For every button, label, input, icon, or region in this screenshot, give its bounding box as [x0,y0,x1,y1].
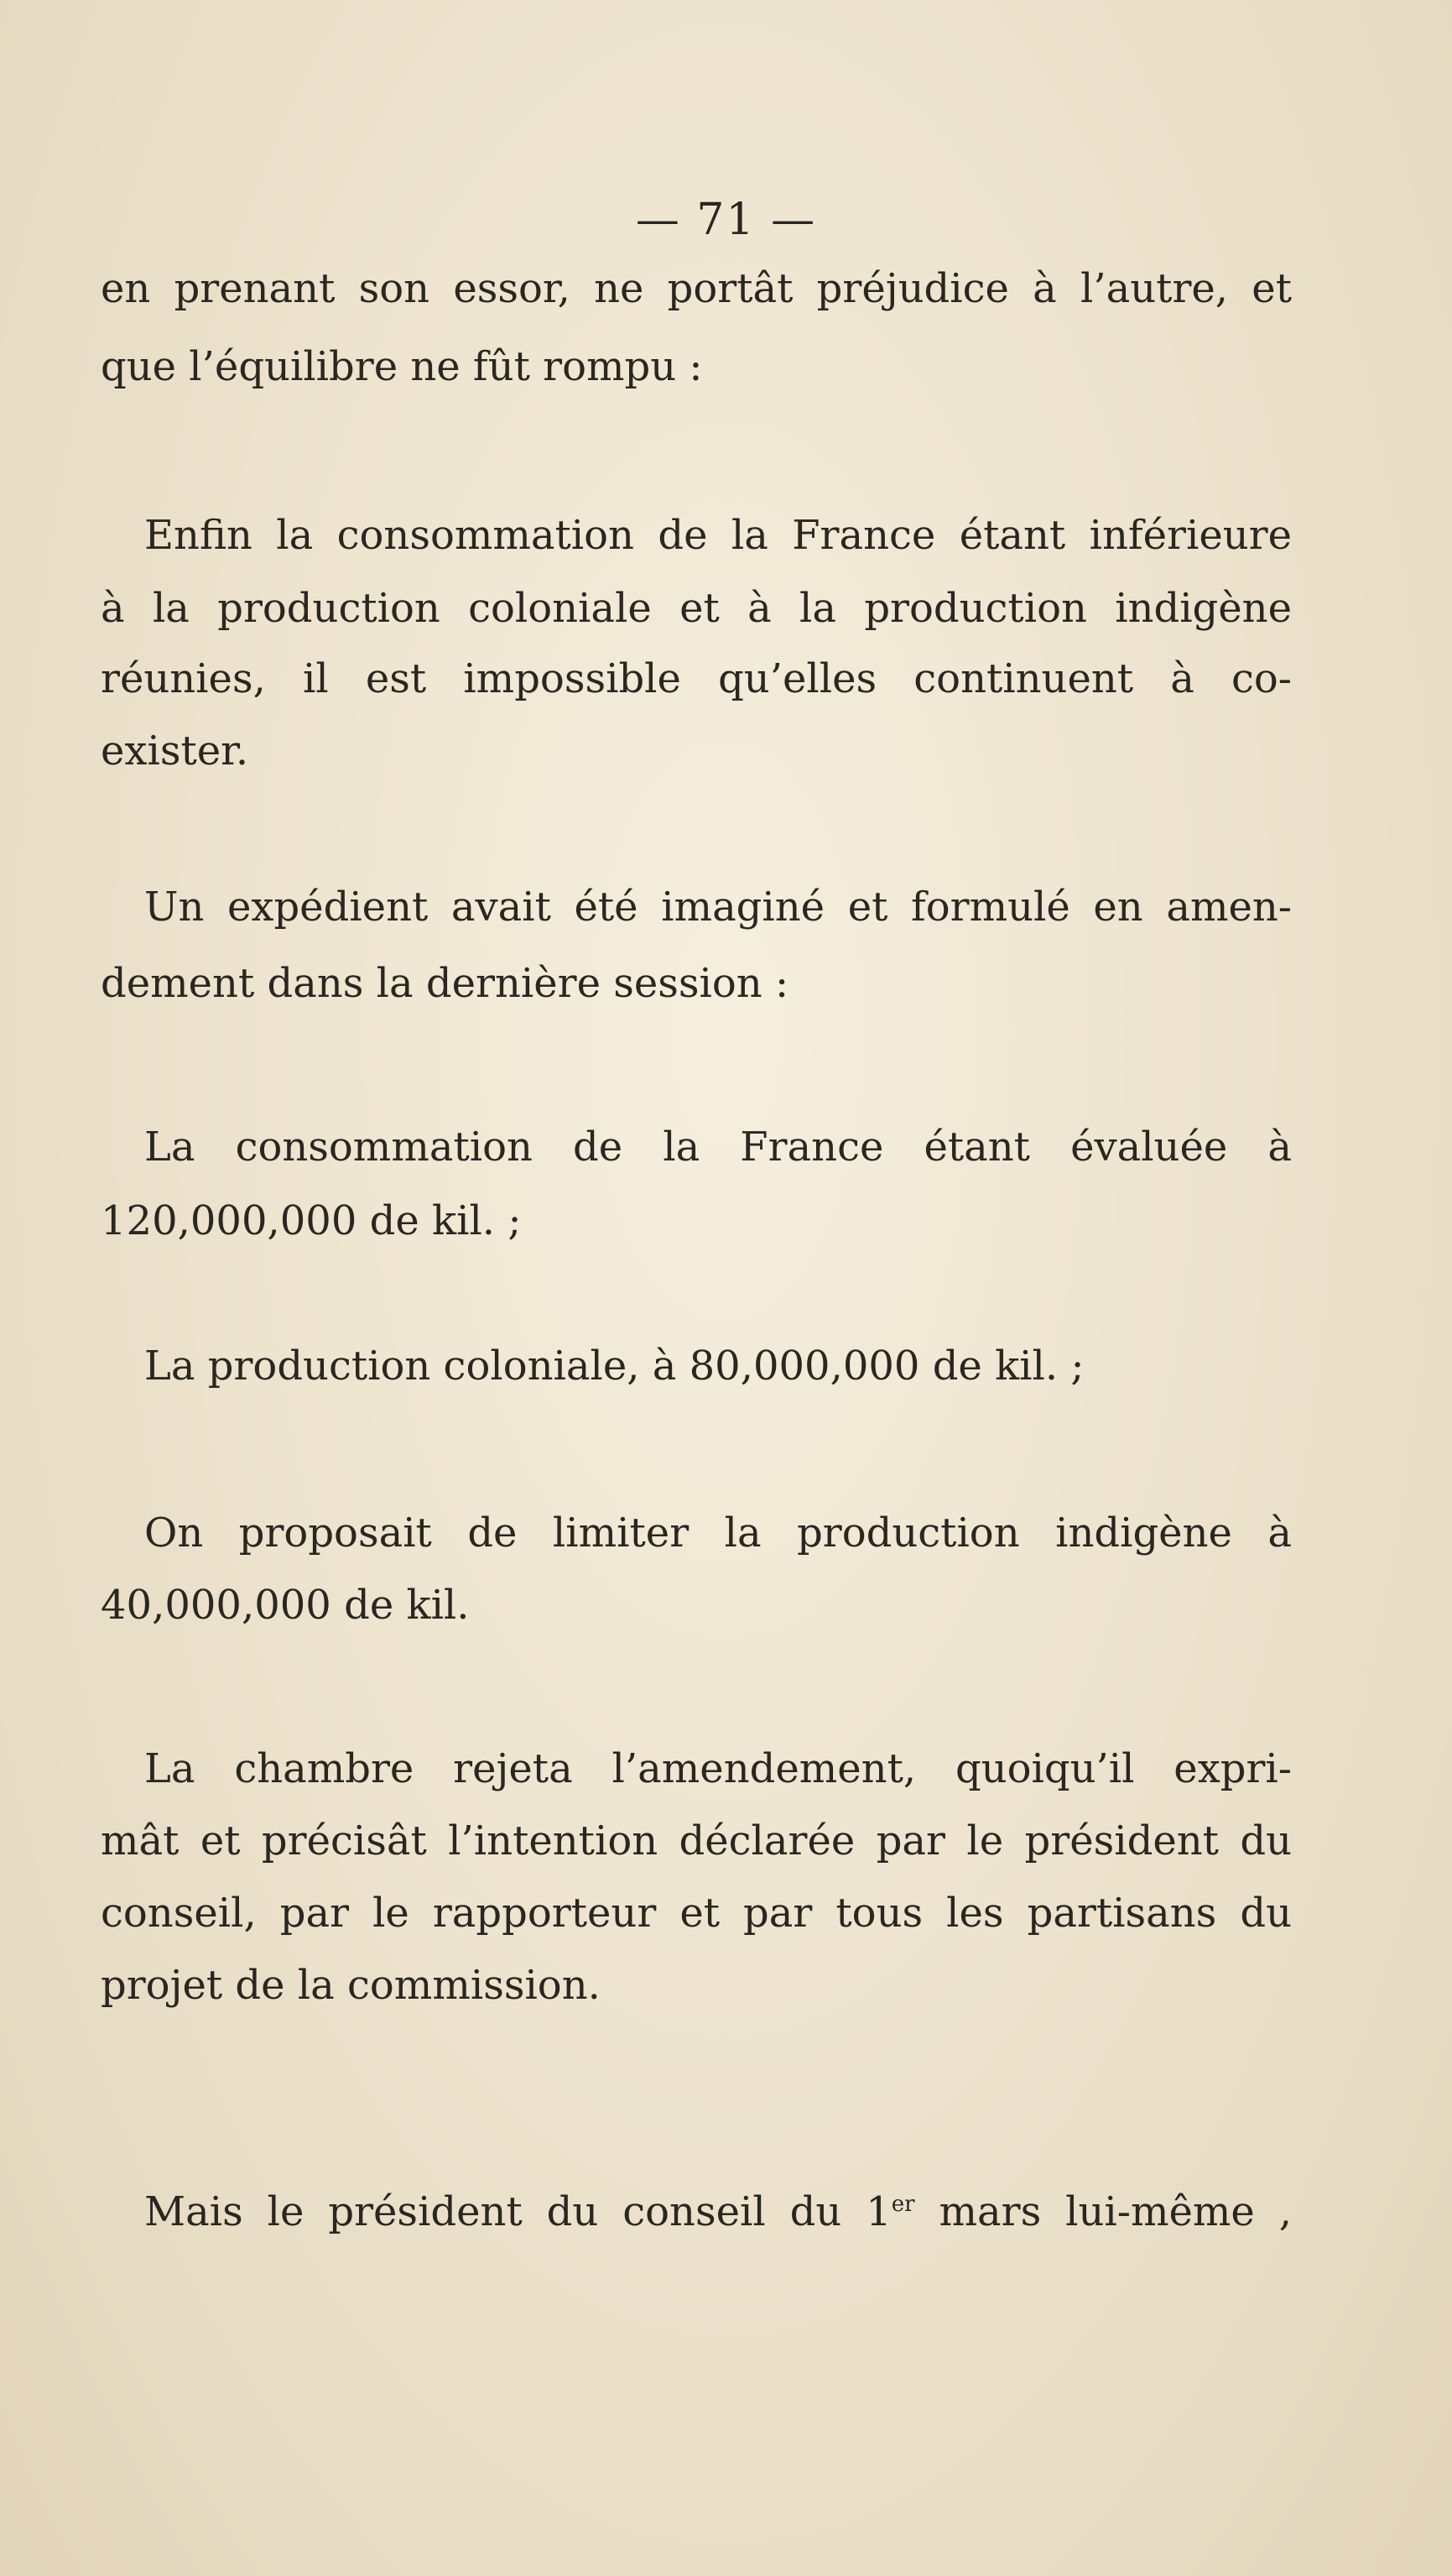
text-line: Un expédient avait été imaginé et formulé en amen- [144,884,1292,931]
text-line: dement dans la dernière session : [101,960,789,1007]
text-line [144,2188,1292,2235]
text-line: projet de la commission. [101,1962,601,2009]
text-line: La production coloniale, à 80,000,000 de kil. ; [144,1343,1085,1390]
superscript: er [891,2192,915,2217]
text-line: 120,000,000 de kil. ; [101,1197,522,1244]
text-line: mât et précisât l’intention déclarée par le président du [101,1817,1292,1864]
text-line: en prenant son essor, ne portât préjudice à l’autre, et [101,265,1292,312]
text-line: La consommation de la France étant évaluée à [144,1124,1292,1171]
page-number: — 71 — [635,195,817,245]
text-fragment: mars lui-même , [939,2188,1292,2235]
text-line: exister. [101,727,249,774]
text-line: à la production coloniale et à la production indigène [101,585,1292,632]
text-line: réunies, il est impossible qu’elles continuent à co- [101,655,1292,702]
text-line: que l’équilibre ne fût rompu : [101,343,703,390]
text-line: La chambre rejeta l’amendement, quoiqu’il expri- [144,1745,1292,1792]
text-line: conseil, par le rapporteur et par tous les partisans du [101,1890,1292,1937]
text-fragment: Mais le président du conseil du [144,2188,842,2235]
text-line: On proposait de limiter la production indigène à [144,1510,1292,1557]
text-line: Enfin la consommation de la France étant inférieure [144,512,1292,559]
text-line: 40,000,000 de kil. [101,1582,470,1629]
text-fragment: 1 [866,2188,892,2235]
